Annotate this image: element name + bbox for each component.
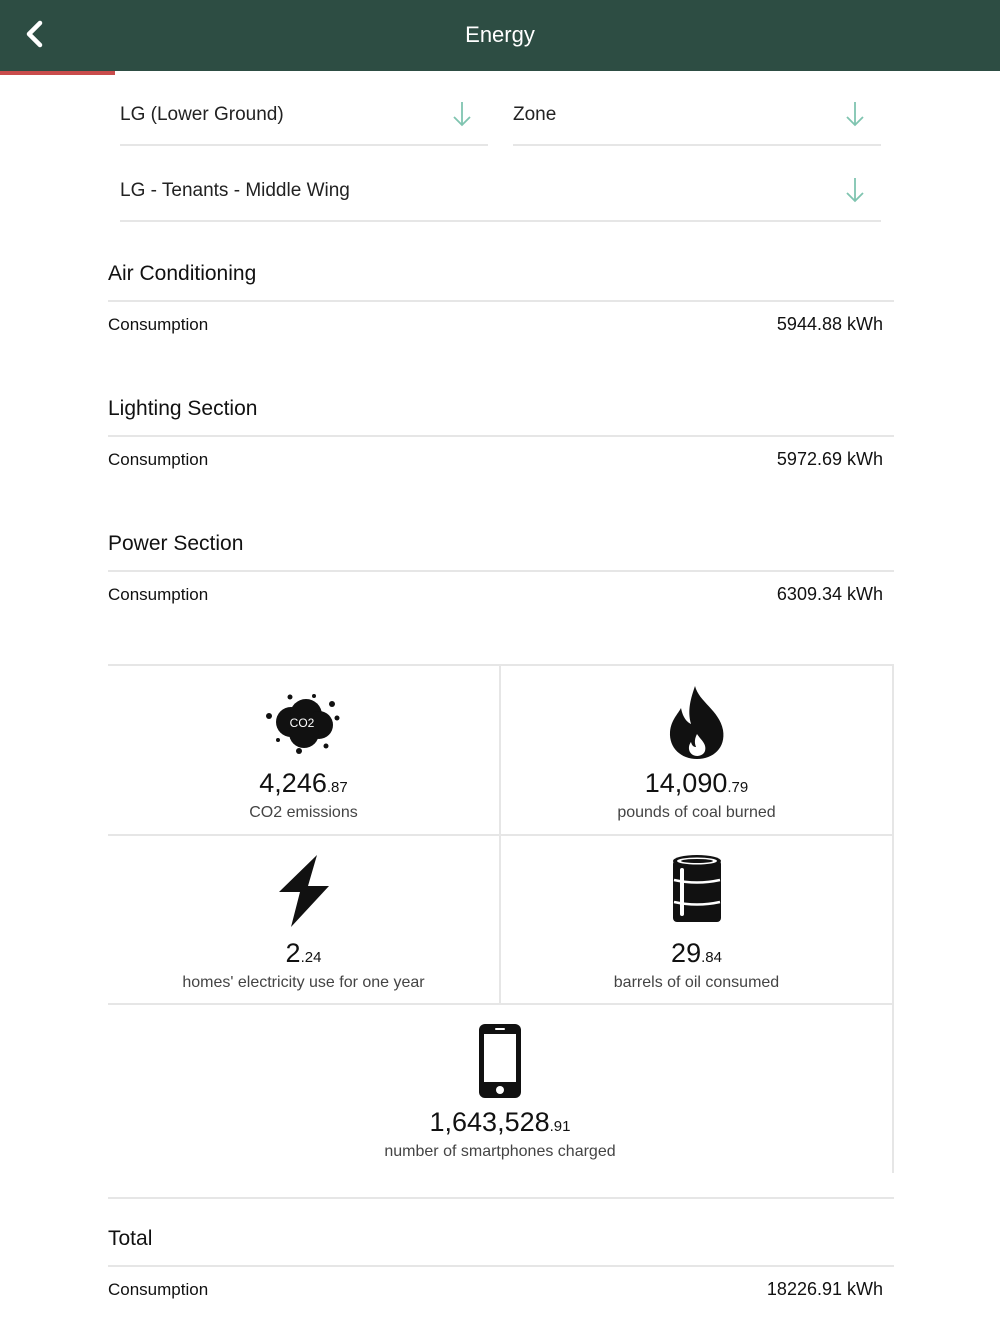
floor-select[interactable] bbox=[120, 100, 488, 146]
co2-emissions-card bbox=[108, 666, 499, 834]
floor-select-value: LG (Lower Ground) bbox=[120, 104, 284, 125]
co2-cloud-icon bbox=[264, 692, 344, 754]
arrow-down-icon bbox=[845, 176, 865, 204]
consumption-value: 5944.88 kWh bbox=[776, 314, 883, 334]
smartphone-icon bbox=[478, 1023, 522, 1099]
smartphones-caption: number of smartphones charged bbox=[384, 1143, 616, 1160]
oil-value: 29.84 bbox=[671, 938, 722, 968]
consumption-label: Consumption bbox=[108, 1280, 209, 1299]
arrow-down-icon bbox=[452, 100, 472, 128]
co2-caption: CO2 emissions bbox=[249, 804, 358, 821]
total-section bbox=[108, 1227, 894, 1299]
air-conditioning-section bbox=[108, 262, 894, 334]
divider bbox=[108, 570, 894, 572]
consumption-label: Consumption bbox=[108, 585, 209, 604]
divider bbox=[108, 1265, 894, 1267]
section-title: Total bbox=[108, 1227, 153, 1250]
app-header bbox=[0, 0, 1000, 71]
grid-divider bbox=[892, 665, 894, 1173]
section-title: Power Section bbox=[108, 532, 244, 555]
smartphones-card bbox=[108, 1005, 892, 1173]
zone-select[interactable] bbox=[513, 100, 881, 146]
oil-barrel-icon bbox=[670, 854, 724, 928]
coal-value: 14,090.79 bbox=[644, 768, 749, 798]
area-select[interactable] bbox=[120, 176, 881, 222]
arrow-down-icon bbox=[845, 100, 865, 128]
oil-barrels-card bbox=[501, 836, 892, 1003]
coal-burned-card bbox=[501, 666, 892, 834]
oil-caption: barrels of oil consumed bbox=[613, 974, 780, 991]
consumption-value: 18226.91 kWh bbox=[766, 1279, 883, 1299]
homes-electricity-card bbox=[108, 836, 499, 1003]
co2-icon-text: CO2 bbox=[289, 716, 314, 730]
smartphones-value: 1,643,528.91 bbox=[429, 1107, 571, 1137]
flame-icon bbox=[667, 684, 727, 760]
zone-select-value: Zone bbox=[513, 104, 557, 125]
grid-divider bbox=[108, 1197, 894, 1199]
section-title: Lighting Section bbox=[108, 397, 258, 420]
consumption-label: Consumption bbox=[108, 450, 209, 469]
divider bbox=[108, 435, 894, 437]
lighting-section bbox=[108, 397, 894, 469]
consumption-label: Consumption bbox=[108, 315, 209, 334]
homes-caption: homes' electricity use for one year bbox=[182, 974, 425, 991]
divider bbox=[108, 300, 894, 302]
consumption-value: 6309.34 kWh bbox=[776, 584, 883, 604]
homes-value: 2.24 bbox=[285, 938, 322, 968]
lightning-icon bbox=[273, 854, 335, 928]
page-title: Energy bbox=[465, 22, 535, 47]
consumption-value: 5972.69 kWh bbox=[776, 449, 883, 469]
coal-caption: pounds of coal burned bbox=[617, 804, 776, 821]
section-title: Air Conditioning bbox=[108, 262, 257, 285]
area-select-value: LG - Tenants - Middle Wing bbox=[120, 180, 350, 201]
power-section bbox=[108, 532, 894, 604]
progress-indicator bbox=[0, 71, 115, 75]
co2-value: 4,246.87 bbox=[259, 768, 348, 798]
